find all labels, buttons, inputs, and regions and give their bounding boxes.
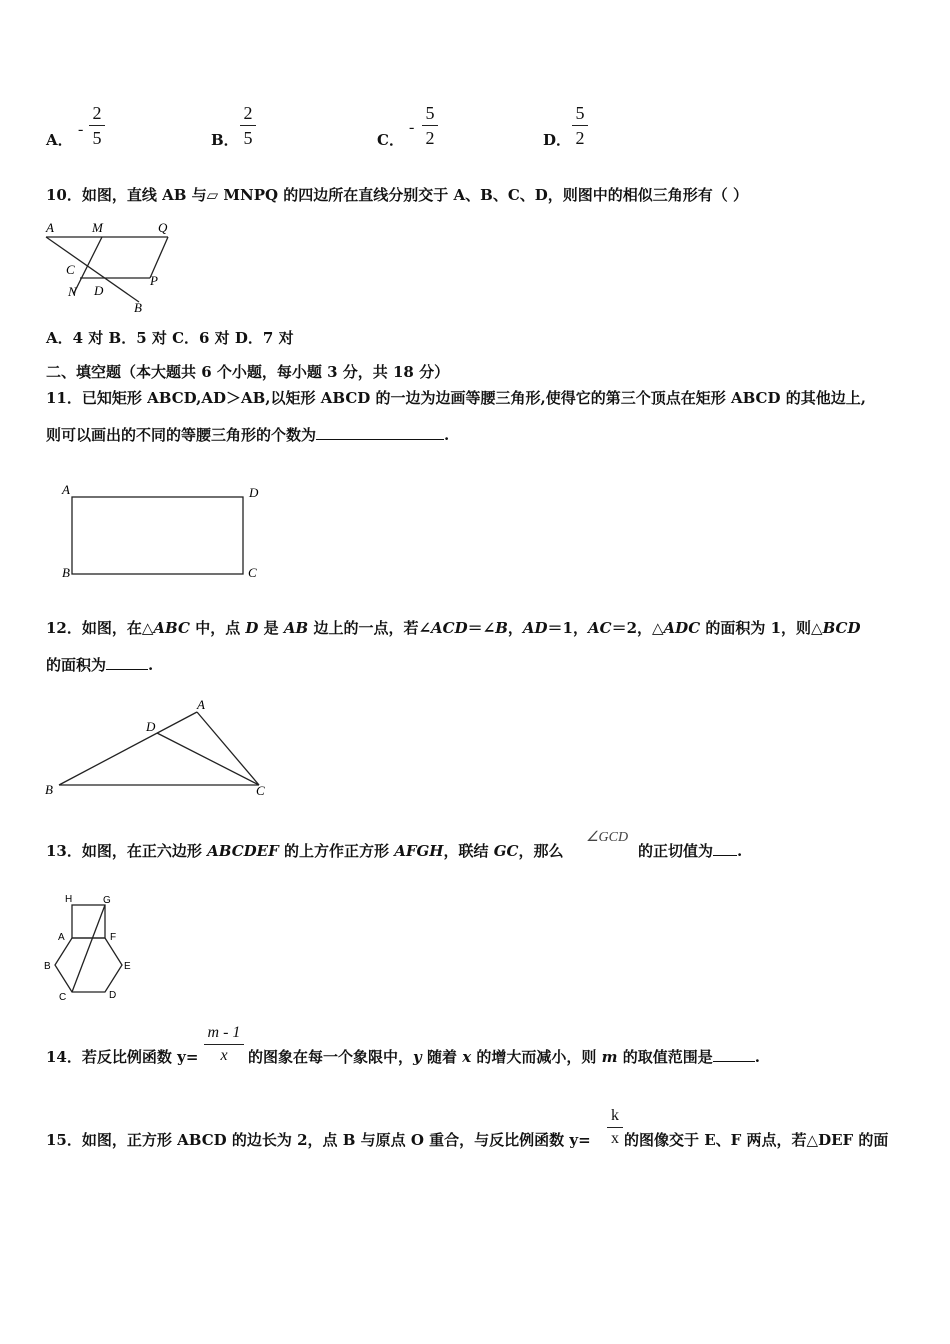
option-a-numerator: 2 [92, 103, 102, 123]
q10-label-c: C [66, 262, 75, 277]
q10-label-a: A [46, 220, 54, 235]
q15-fraction [607, 1108, 623, 1147]
option-c-fraction [422, 104, 438, 147]
option-c-denominator: 2 [425, 128, 435, 148]
option-d-label: D． [543, 131, 572, 149]
option-a-fraction [89, 104, 105, 147]
q13-t1: 13．如图，在正六边形 [46, 842, 208, 860]
option-d-numerator: 5 [575, 103, 585, 123]
q12-label-a: A [197, 697, 205, 712]
option-b-fraction [240, 104, 256, 147]
option-a-denominator: 5 [92, 128, 102, 148]
q10-label-q: Q [158, 220, 168, 235]
q14-t2: 随着 [421, 1048, 463, 1066]
q10-label-m: M [92, 220, 103, 235]
q12-t3: 是 [258, 619, 284, 637]
q11-label-b: B [62, 565, 70, 580]
q14-text-start: 14．若反比例函数 y= [46, 1048, 199, 1066]
q13-label-c: C [59, 992, 67, 1003]
q10-figure [44, 218, 174, 316]
q12-abc: ABC [153, 619, 190, 637]
q14-t4: 的取值范围是 [617, 1048, 713, 1066]
q10-label-n: N [68, 284, 77, 299]
q12-ac: AC [587, 619, 612, 637]
q11-period: . [444, 426, 450, 444]
option-c-sign: - [409, 119, 415, 136]
q10-label-d: D [94, 283, 104, 298]
q13-label-g: G [103, 895, 111, 906]
q10-label-p: P [150, 273, 158, 288]
q14-period: . [754, 1048, 760, 1066]
q12-t7: ＝1， [547, 619, 588, 637]
section-heading: 二、填空题（本大题共 6 个小题，每小题 3 分，共 18 分） [46, 363, 450, 381]
q12-d: D [245, 619, 259, 637]
q11-line1: 11．已知矩形 ABCD,AD＞AB,以矩形 ABCD 的一边为边画等腰三角形,使得它的第三个顶点在矩形 ABCD 的其他边上, [46, 389, 866, 407]
q15-text-end: 的图像交于 E、F 两点，若△DEF 的面 [624, 1131, 889, 1149]
option-a-sign: - [78, 121, 84, 138]
q13-label-e: E [124, 961, 131, 972]
q14-text-end [248, 1050, 760, 1065]
q12-t6: ， [507, 619, 523, 637]
q12-acd: ACD [431, 619, 468, 637]
q12-line1 [46, 621, 860, 636]
q13-abcdef: ABCDEF [207, 842, 279, 860]
q13-t5: 的正切值为 [638, 842, 714, 860]
q12-line2-text: 的面积为 [46, 656, 107, 674]
q14-m: m [601, 1048, 618, 1066]
q14-denominator: x [220, 1047, 228, 1064]
option-d-denominator: 2 [575, 128, 585, 148]
q13-label-b: B [44, 961, 51, 972]
q12-label-b: B [45, 782, 53, 797]
q11-figure [58, 482, 268, 582]
q14-fraction [204, 1025, 244, 1064]
q14-y: y [413, 1048, 422, 1066]
option-b-denominator: 5 [243, 128, 253, 148]
q13-label-f: F [110, 932, 117, 943]
q12-bcd: BCD [822, 619, 861, 637]
q13-figure [40, 890, 140, 1004]
q12-label-c: C [256, 783, 265, 798]
q14-x: x [462, 1048, 472, 1066]
q11-label-d: D [249, 485, 259, 500]
q11-line2-text: 则可以画出的不同的等腰三角形的个数为 [46, 426, 317, 444]
q14-t3: 的增大而减小，则 [471, 1048, 602, 1066]
q12-t4: 边上的一点，若∠ [308, 619, 432, 637]
q15-denominator: x [611, 1130, 619, 1147]
q13-period: . [737, 842, 743, 860]
q12-t5: ＝∠ [467, 619, 496, 637]
q13-label-d: D [109, 990, 117, 1001]
q12-figure [42, 694, 277, 800]
q14-numerator: m - 1 [207, 1024, 241, 1041]
option-b-label: B． [211, 131, 239, 149]
q13-t2: 的上方作正方形 [278, 842, 395, 860]
q11-label-c: C [248, 565, 257, 580]
q11-line2 [46, 428, 449, 443]
q10-label-b: B [134, 300, 142, 315]
q13-answer-blank[interactable] [713, 854, 737, 856]
q13-afgh: AFGH [394, 842, 444, 860]
q12-adc: ADC [663, 619, 701, 637]
q10-options: A．4 对 B．5 对 C．6 对 D．7 对 [46, 329, 294, 347]
q13-gc: GC [493, 842, 519, 860]
q12-t9: 的面积为 1，则△ [700, 619, 823, 637]
q12-b: B [495, 619, 508, 637]
option-c-numerator: 5 [425, 103, 435, 123]
q13-angle-gcd: ∠GCD [586, 830, 629, 845]
q12-line2 [46, 658, 153, 673]
q11-label-a: A [62, 482, 70, 497]
q13-label-h: H [65, 894, 73, 905]
option-a-label: A． [46, 131, 73, 149]
option-c-label: C． [377, 131, 404, 149]
q12-period: . [148, 656, 154, 674]
q15-text-start: 15．如图，正方形 ABCD 的边长为 2，点 B 与原点 O 重合，与反比例函数 y= [46, 1131, 591, 1149]
q13-t4: ，那么 [518, 842, 564, 860]
option-b-numerator: 2 [243, 103, 253, 123]
q15-numerator: k [611, 1107, 619, 1124]
q12-t2: 中，点 [189, 619, 246, 637]
q13-t3: ，联结 [443, 842, 494, 860]
q11-answer-blank[interactable] [316, 438, 444, 440]
q13-text-end [638, 844, 742, 859]
q14-answer-blank[interactable] [713, 1060, 755, 1062]
q12-t1: 12．如图，在△ [46, 619, 154, 637]
q12-label-d: D [146, 719, 156, 734]
q12-answer-blank[interactable] [106, 668, 148, 670]
q10-text: 10．如图，直线 AB 与▱ MNPQ 的四边所在直线分别交于 A、B、C、D，则图中的相似三角形有（ ） [46, 186, 748, 204]
q14-t1: 的图象在每一个象限中， [248, 1048, 414, 1066]
q13-label-a: A [58, 932, 65, 943]
option-d-fraction [572, 104, 588, 147]
q13-text [46, 844, 563, 859]
q12-ad: AD [522, 619, 548, 637]
q12-ab: AB [283, 619, 309, 637]
q12-t8: ＝2，△ [611, 619, 664, 637]
